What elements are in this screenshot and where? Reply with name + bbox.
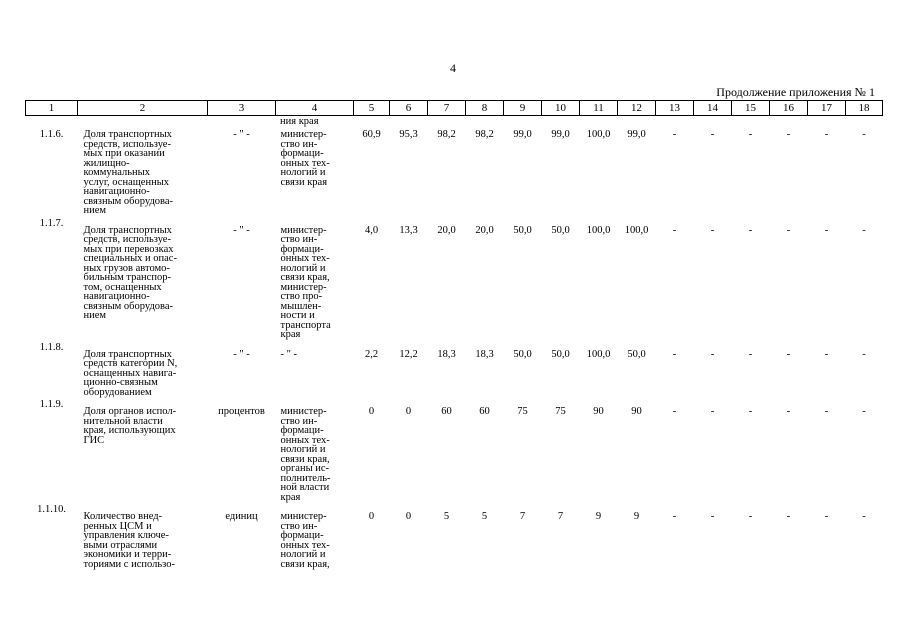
unit-of-measure: - " - bbox=[233, 224, 250, 236]
row-number: 1.1.9. bbox=[39, 399, 64, 410]
value-cell: 12,2 bbox=[399, 348, 418, 360]
value-cell: 13,3 bbox=[399, 224, 418, 236]
column-header: 6 bbox=[390, 101, 428, 116]
column-header: 18 bbox=[846, 101, 883, 116]
value-cell: 99,0 bbox=[513, 129, 532, 140]
value-cell: 98,2 bbox=[437, 129, 456, 140]
value-cell: 99,0 bbox=[551, 129, 570, 140]
column-header: 15 bbox=[732, 101, 770, 116]
value-cell: - bbox=[710, 406, 715, 417]
value-cell: 60 bbox=[441, 406, 452, 417]
value-cell: - bbox=[748, 511, 753, 522]
value-cell: - bbox=[824, 129, 829, 140]
value-cell: - bbox=[748, 224, 753, 236]
value-cell: 90 bbox=[631, 406, 642, 417]
column-header: 13 bbox=[656, 101, 694, 116]
value-cell: 100,0 bbox=[586, 224, 611, 236]
value-cell: 60,9 bbox=[362, 129, 381, 140]
carry-over-text: ния края bbox=[280, 116, 319, 127]
value-cell: 18,3 bbox=[475, 348, 494, 360]
column-header: 2 bbox=[78, 101, 208, 116]
value-cell: 50,0 bbox=[513, 348, 532, 360]
value-cell: - bbox=[824, 406, 829, 417]
value-cell: - bbox=[824, 224, 829, 236]
value-cell: - bbox=[786, 224, 791, 236]
table-row bbox=[26, 397, 883, 502]
responsible-body: министер- ство ин- формаци- онных тех- нологий и связи края, bbox=[280, 511, 330, 570]
value-cell: 98,2 bbox=[475, 129, 494, 140]
table-row bbox=[26, 116, 883, 216]
value-cell: - bbox=[862, 348, 866, 360]
column-header: 14 bbox=[694, 101, 732, 116]
value-cell: - bbox=[672, 511, 677, 522]
indicator-name: Доля транспортных средств категории N, оснащенных навига- ционно-связным оборудованием bbox=[83, 348, 178, 398]
value-cell: - bbox=[710, 224, 715, 236]
value-cell: 5 bbox=[481, 511, 488, 522]
unit-of-measure: - " - bbox=[233, 348, 250, 360]
row-number: 1.1.10. bbox=[37, 504, 66, 515]
column-header: 16 bbox=[770, 101, 808, 116]
value-cell: 50,0 bbox=[513, 224, 532, 236]
value-cell: 0 bbox=[368, 511, 375, 522]
responsible-body: - " - bbox=[280, 348, 298, 360]
value-cell: - bbox=[862, 406, 866, 417]
table-row bbox=[26, 340, 883, 398]
value-cell: - bbox=[824, 348, 829, 360]
value-cell: - bbox=[710, 348, 715, 360]
value-cell: 9 bbox=[595, 511, 602, 522]
value-cell: - bbox=[786, 129, 791, 140]
continuation-label: Продолжение приложения № 1 bbox=[716, 85, 875, 99]
column-header: 9 bbox=[504, 101, 542, 116]
indicator-name: Доля органов испол- нительной власти края, использующих ГИС bbox=[83, 406, 177, 446]
responsible-body: министер- ство ин- формаци- онных тех- нологий и связи края, органы ис- полнитель- ной власти края bbox=[280, 406, 331, 503]
value-cell: 99,0 bbox=[627, 129, 646, 140]
table-body bbox=[26, 116, 883, 570]
indicators-table bbox=[25, 100, 883, 569]
value-cell: - bbox=[672, 224, 677, 236]
value-cell: 20,0 bbox=[437, 224, 456, 236]
value-cell: - bbox=[748, 129, 753, 140]
unit-of-measure: процентов bbox=[218, 406, 265, 417]
value-cell: 50,0 bbox=[551, 348, 570, 360]
value-cell: 20,0 bbox=[475, 224, 494, 236]
value-cell: 0 bbox=[405, 406, 412, 417]
value-cell: 50,0 bbox=[551, 224, 570, 236]
column-header: 10 bbox=[542, 101, 580, 116]
value-cell: - bbox=[710, 511, 715, 522]
value-cell: 100,0 bbox=[586, 129, 611, 140]
value-cell: 75 bbox=[517, 406, 528, 417]
value-cell: - bbox=[824, 511, 829, 522]
responsible-body: министер- ство ин- формаци- онных тех- нологий и связи края, министер- ство про- мышлен- ности и транспорта края bbox=[280, 224, 331, 340]
column-header: 17 bbox=[808, 101, 846, 116]
value-cell: 7 bbox=[519, 511, 526, 522]
value-cell: - bbox=[672, 129, 677, 140]
value-cell: 7 bbox=[557, 511, 564, 522]
unit-of-measure: - " - bbox=[233, 129, 250, 140]
value-cell: - bbox=[786, 406, 791, 417]
value-cell: - bbox=[786, 348, 791, 360]
value-cell: - bbox=[672, 406, 677, 417]
row-number: 1.1.8. bbox=[39, 341, 64, 353]
row-number: 1.1.6. bbox=[39, 129, 64, 140]
value-cell: 100,0 bbox=[624, 224, 649, 236]
column-header: 4 bbox=[276, 101, 354, 116]
column-header: 11 bbox=[580, 101, 618, 116]
column-header: 7 bbox=[428, 101, 466, 116]
indicator-name: Доля транспортных средств, используе- мых при перевозках специальных и опас- ных грузов автомо- бильным транспор- том, оснащенных навигационно- связным оборудова- нием bbox=[83, 224, 177, 321]
value-cell: 5 bbox=[443, 511, 450, 522]
column-header: 3 bbox=[208, 101, 276, 116]
value-cell: 2,2 bbox=[364, 348, 379, 360]
column-header: 1 bbox=[26, 101, 78, 116]
value-cell: 60 bbox=[479, 406, 490, 417]
value-cell: - bbox=[862, 129, 866, 140]
column-header: 8 bbox=[466, 101, 504, 116]
value-cell: - bbox=[710, 129, 715, 140]
value-cell: 90 bbox=[593, 406, 604, 417]
value-cell: 100,0 bbox=[586, 348, 611, 360]
indicator-name: Доля транспортных средств, используе- мых при оказании жилищно- коммунальных услуг, оснащенных навигационно- связным оборудова- нием bbox=[83, 129, 174, 216]
value-cell: - bbox=[862, 511, 866, 522]
value-cell: 50,0 bbox=[627, 348, 646, 360]
value-cell: 75 bbox=[555, 406, 566, 417]
value-cell: 18,3 bbox=[437, 348, 456, 360]
value-cell: 0 bbox=[405, 511, 412, 522]
value-cell: 9 bbox=[633, 511, 640, 522]
row-number: 1.1.7. bbox=[39, 217, 64, 229]
table-row bbox=[26, 502, 883, 569]
column-header: 5 bbox=[354, 101, 390, 116]
value-cell: - bbox=[672, 348, 677, 360]
value-cell: - bbox=[748, 406, 753, 417]
value-cell: - bbox=[862, 224, 866, 236]
value-cell: 4,0 bbox=[364, 224, 379, 236]
value-cell: - bbox=[786, 511, 791, 522]
value-cell: 95,3 bbox=[399, 129, 418, 140]
unit-of-measure: единиц bbox=[225, 511, 258, 522]
header-row bbox=[26, 101, 883, 116]
value-cell: - bbox=[748, 348, 753, 360]
value-cell: 0 bbox=[368, 406, 375, 417]
page-number: 4 bbox=[450, 61, 456, 75]
table-row bbox=[26, 216, 883, 340]
indicator-name: Количество внед- ренных ЦСМ и управления ключе- выми отраслями экономики и терри- ториями с использо- bbox=[83, 511, 175, 570]
column-header: 12 bbox=[618, 101, 656, 116]
responsible-body: министер- ство ин- формаци- онных тех- нологий и связи края bbox=[280, 129, 330, 188]
